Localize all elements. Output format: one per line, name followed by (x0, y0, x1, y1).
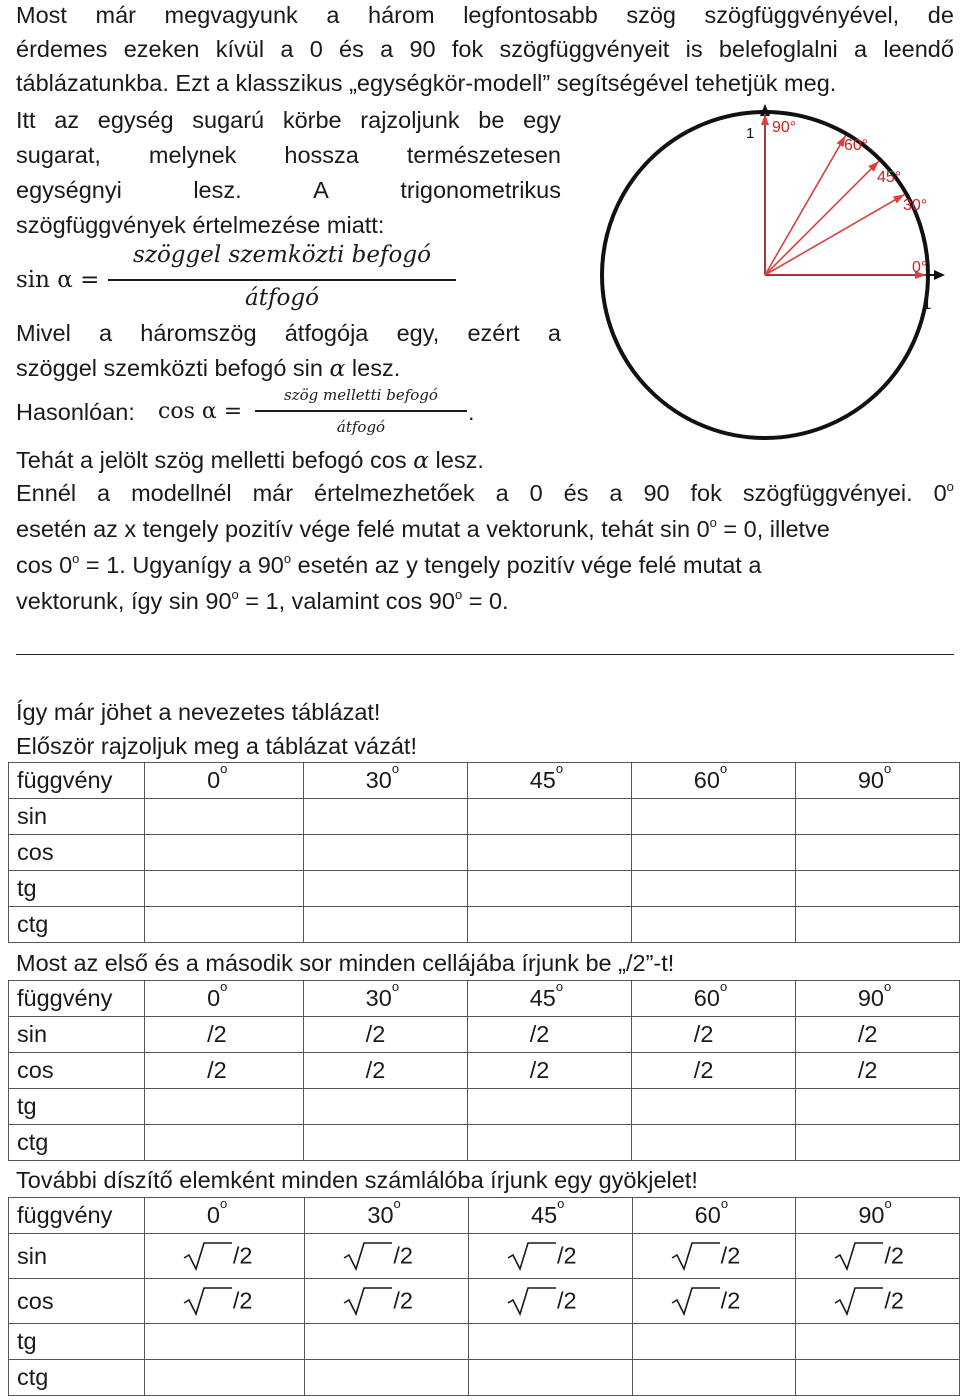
label-90deg: 90° (772, 119, 797, 136)
table-cell: /2 (144, 1234, 305, 1279)
table-cell (795, 871, 959, 907)
alpha-symbol: α (329, 354, 346, 382)
table-cell (795, 799, 959, 835)
table-cell (144, 1324, 305, 1360)
word: kívül (215, 36, 265, 62)
para2-line-4: vektorunk, így $\sin 90^o = 1$, valamint $\cos 90^o = 0$. (16, 587, 509, 614)
cos-fraction-denominator: átfogó (336, 418, 386, 436)
table-cell (795, 907, 959, 943)
word: 90 (409, 36, 436, 62)
table-cell (145, 835, 304, 871)
word: átfogója (284, 320, 369, 346)
header-cell-function: függvény (9, 981, 145, 1017)
intro-line-5 (16, 140, 561, 170)
table-cell (796, 1324, 960, 1360)
square-root-icon (834, 1286, 884, 1316)
intro-line-2 (16, 34, 954, 64)
table-cell (631, 799, 795, 835)
table-cell: /2 (305, 1279, 469, 1324)
table-cell: /2 (303, 1017, 467, 1053)
word: az (54, 107, 80, 133)
table-skeleton (8, 762, 960, 943)
table-cell (795, 1125, 959, 1161)
square-root-icon (671, 1286, 721, 1316)
table-cell: /2 (632, 1279, 796, 1324)
header-cell-angle: 45$^o$ (469, 1198, 633, 1234)
sin-fraction-bar (108, 279, 456, 281)
sin-formula-lhs: sin α = (16, 267, 100, 293)
header-cell-angle: 60$^o$ (631, 981, 795, 1017)
table-cell (631, 907, 795, 943)
table-header-row (9, 1198, 960, 1234)
word: a (380, 36, 394, 62)
label-one-right: 1 (923, 296, 932, 313)
header-cell-angle: 30$^o$ (303, 763, 467, 799)
square-root-icon (507, 1241, 557, 1271)
sin-fraction (108, 242, 456, 312)
word: 0 (309, 36, 323, 62)
row-label-ctg: ctg (9, 1360, 145, 1396)
header-cell-angle: 0$^o$ (145, 763, 304, 799)
table-cell (631, 835, 795, 871)
header-cell-angle: 90$^o$ (795, 763, 959, 799)
alpha-symbol: α (413, 446, 429, 474)
header-cell-angle: 45$^o$ (467, 981, 631, 1017)
word: a (99, 320, 113, 346)
header-cell-angle: 30$^o$ (303, 981, 467, 1017)
word: már (95, 2, 136, 28)
cos-formula-suffix: . (468, 399, 475, 425)
table-cell (467, 907, 631, 943)
word: fok (451, 36, 484, 62)
header-cell-angle: 60$^o$ (632, 1198, 796, 1234)
table-cell: /2 (796, 1234, 960, 1279)
word: a (280, 36, 294, 62)
row-label-sin: sin (9, 799, 145, 835)
intro-line-9-a: szöggel szemközti befogó sin (16, 355, 330, 381)
table-cell (631, 871, 795, 907)
table-row-tg (9, 1324, 960, 1360)
word: háromszög (140, 320, 257, 346)
word: szög (626, 2, 676, 28)
label-30deg: 30° (903, 197, 928, 214)
cos-formula-lhs: cos α = (158, 399, 243, 424)
square-root-icon (671, 1241, 721, 1271)
table-cell (632, 1360, 796, 1396)
header-cell-angle: 90$^o$ (795, 981, 959, 1017)
vector-45deg (765, 161, 879, 275)
word: körbe (282, 107, 342, 133)
word: Itt (16, 107, 36, 133)
table-cell (303, 799, 467, 835)
table-cell (467, 1125, 631, 1161)
header-cell-angle: 0$^o$ (145, 981, 304, 1017)
table-cell: /2 (305, 1234, 469, 1279)
intro-line-8 (16, 318, 561, 348)
word: fok (690, 480, 722, 506)
table-cell (303, 835, 467, 871)
table-roots (8, 1197, 960, 1396)
table-cell (467, 871, 631, 907)
section2-line-1: Így már jöhet a nevezetes táblázat! (16, 699, 381, 725)
table-cell (145, 1125, 304, 1161)
row-label-tg: tg (9, 871, 145, 907)
intro-line-7: szögfüggvények értelmezése miatt: (16, 212, 385, 238)
table-cell: /2 (144, 1279, 305, 1324)
word: ezért (467, 320, 520, 346)
table-cell: /2 (631, 1053, 795, 1089)
table-cell (467, 835, 631, 871)
table-cell: /2 (145, 1017, 304, 1053)
table-cell: /2 (631, 1017, 795, 1053)
cos-fraction (255, 386, 467, 442)
word: Ennél (16, 480, 77, 506)
table-cell: /2 (469, 1279, 633, 1324)
intro-line-10 (16, 445, 484, 475)
row-label-tg: tg (9, 1089, 145, 1125)
word: természetesen (406, 142, 561, 168)
row-label-cos: cos (9, 835, 145, 871)
intro-line-6 (16, 175, 561, 205)
section2-line-3: Most az első és a második sor minden cellájába írjunk be „/2”-t! (16, 950, 675, 976)
word: értelmezhetőek (314, 480, 475, 506)
table-cell (305, 1360, 469, 1396)
table-cell: /2 (796, 1279, 960, 1324)
table-header-row (9, 981, 960, 1017)
word: 0 (529, 480, 543, 506)
word: szögfüggvényeit (499, 36, 670, 62)
word: Most (16, 2, 67, 28)
word: hossza (284, 142, 359, 168)
sin-fraction-numerator: szöggel szemközti befogó (133, 242, 431, 268)
table-cell (796, 1360, 960, 1396)
table-cell (144, 1360, 305, 1396)
word: a (854, 36, 868, 62)
table-cell (145, 871, 304, 907)
intro-line-3: táblázatunkba. Ezt a klasszikus „egységkör-modell” segítségével tehetjük meg. (16, 70, 837, 96)
word: a (97, 480, 111, 506)
row-label-cos: cos (9, 1279, 145, 1324)
word: 0$^o$ (933, 479, 954, 506)
table-row-sin (9, 799, 960, 835)
word: megvagyunk (164, 2, 298, 28)
word: egység (97, 107, 174, 133)
table-cell (145, 1089, 304, 1125)
word: a (495, 480, 509, 506)
table-row-tg (9, 1089, 960, 1125)
table-row-ctg (9, 1125, 960, 1161)
word: egy (523, 107, 561, 133)
word: lesz. (193, 177, 242, 203)
intro-line-1 (16, 0, 954, 30)
table-cell: /2 (632, 1234, 796, 1279)
table-cell (303, 1125, 467, 1161)
word: a (326, 2, 340, 28)
para2-line-3: $\cos 0^o = 1$. Ugyanígy a 90$^o$ esetén az y tengely pozitív vége felé mutat a (16, 551, 762, 578)
word: és (563, 480, 589, 506)
word: ezeken (123, 36, 200, 62)
table-halves (8, 980, 960, 1161)
table-row-tg (9, 871, 960, 907)
row-label-sin: sin (9, 1234, 145, 1279)
vector-60deg (765, 136, 846, 275)
cos-fraction-numerator: szög melletti befogó (284, 386, 438, 404)
square-root-icon (507, 1286, 557, 1316)
x-axis-arrowhead (934, 270, 945, 280)
word: a (609, 480, 623, 506)
intro-line-4 (16, 105, 561, 135)
intro-line-10-a: Tehát a jelölt szög melletti befogó cos (16, 447, 414, 473)
table-row-cos (9, 1279, 960, 1324)
row-label-sin: sin (9, 1017, 145, 1053)
header-cell-function: függvény (9, 1198, 145, 1234)
table-cell (632, 1324, 796, 1360)
table-cell (795, 1089, 959, 1125)
header-cell-angle: 45$^o$ (467, 763, 631, 799)
square-root-icon (343, 1286, 393, 1316)
table-cell (467, 1089, 631, 1125)
header-cell-angle: 90$^o$ (796, 1198, 960, 1234)
table-cell (467, 799, 631, 835)
word: melynek (148, 142, 237, 168)
table-cell (795, 835, 959, 871)
word: is (685, 36, 703, 62)
header-cell-angle: 30$^o$ (305, 1198, 469, 1234)
para2-line-2: esetén az x tengely pozitív vége felé mutat a vektorunk, tehát $\sin 0^o = 0$, illetve (16, 515, 830, 542)
word: A (313, 177, 329, 203)
table-cell: /2 (303, 1053, 467, 1089)
sin-fraction-denominator: átfogó (245, 285, 319, 311)
table-cell (303, 907, 467, 943)
word: érdemes (16, 36, 108, 62)
table-row-sin (9, 1234, 960, 1279)
table-cell (305, 1324, 469, 1360)
header-cell-function: függvény (9, 763, 145, 799)
intro-line-9-c: lesz. (345, 355, 401, 381)
table-cell (469, 1324, 633, 1360)
intro-line-9 (16, 353, 400, 383)
section2-line-4: További díszítő elemként minden számlálóba írjunk egy gyökjelet! (16, 1167, 698, 1193)
table-row-cos (9, 835, 960, 871)
table-cell: /2 (467, 1053, 631, 1089)
word: szögfüggvényével, (704, 2, 900, 28)
table-cell (469, 1360, 633, 1396)
label-0deg: 0° (912, 259, 928, 276)
table-row-sin (9, 1017, 960, 1053)
word: szögfüggvényei. (742, 480, 913, 506)
square-root-icon (834, 1241, 884, 1271)
table-cell (145, 799, 304, 835)
table-cell (631, 1089, 795, 1125)
word: három (368, 2, 435, 28)
table-cell: /2 (467, 1017, 631, 1053)
row-label-tg: tg (9, 1324, 145, 1360)
word: a (547, 320, 561, 346)
word: be (478, 107, 505, 133)
table-cell: /2 (795, 1017, 959, 1053)
label-one-top: 1 (746, 125, 755, 142)
word: és (339, 36, 364, 62)
word: trigonometrikus (400, 177, 561, 203)
word: egy, (396, 320, 440, 346)
table-cell (631, 1125, 795, 1161)
word: de (927, 2, 954, 28)
table-row-ctg (9, 907, 960, 943)
label-45deg: 45° (877, 169, 902, 186)
square-root-icon (343, 1241, 393, 1271)
row-label-ctg: ctg (9, 1125, 145, 1161)
table-cell (303, 1089, 467, 1125)
word: belefoglalni (718, 36, 838, 62)
intro-line-10-c: lesz. (429, 447, 484, 473)
header-cell-angle: 60$^o$ (631, 763, 795, 799)
vector-30deg (765, 195, 904, 276)
word: sugarat, (16, 142, 101, 168)
table-cell: /2 (469, 1234, 633, 1279)
word: legfontosabb (463, 2, 598, 28)
table-header-row (9, 763, 960, 799)
square-root-icon (183, 1241, 233, 1271)
header-cell-angle: 0$^o$ (144, 1198, 305, 1234)
table-cell: /2 (145, 1053, 304, 1089)
word: Mivel (16, 320, 71, 346)
word: leendő (883, 36, 954, 62)
word: már (252, 480, 294, 506)
table-row-cos (9, 1053, 960, 1089)
word: sugarú (192, 107, 265, 133)
cos-fraction-bar (255, 410, 467, 412)
row-label-ctg: ctg (9, 907, 145, 943)
section-divider (16, 654, 954, 655)
table-cell: /2 (795, 1053, 959, 1089)
para2-line-1 (16, 478, 954, 508)
table-cell (145, 907, 304, 943)
word: modellnél (131, 480, 232, 506)
row-label-cos: cos (9, 1053, 145, 1089)
unit-circle-diagram (600, 100, 950, 480)
word: 90 (643, 480, 670, 506)
cos-formula-prefix: Hasonlóan: (16, 399, 135, 425)
word: rajzoljunk (360, 107, 460, 133)
section2-line-2: Először rajzoljuk meg a táblázat vázát! (16, 733, 417, 759)
table-cell (303, 871, 467, 907)
square-root-icon (183, 1286, 233, 1316)
word: egységnyi (16, 177, 122, 203)
label-60deg: 60° (844, 137, 869, 154)
table-row-ctg (9, 1360, 960, 1396)
